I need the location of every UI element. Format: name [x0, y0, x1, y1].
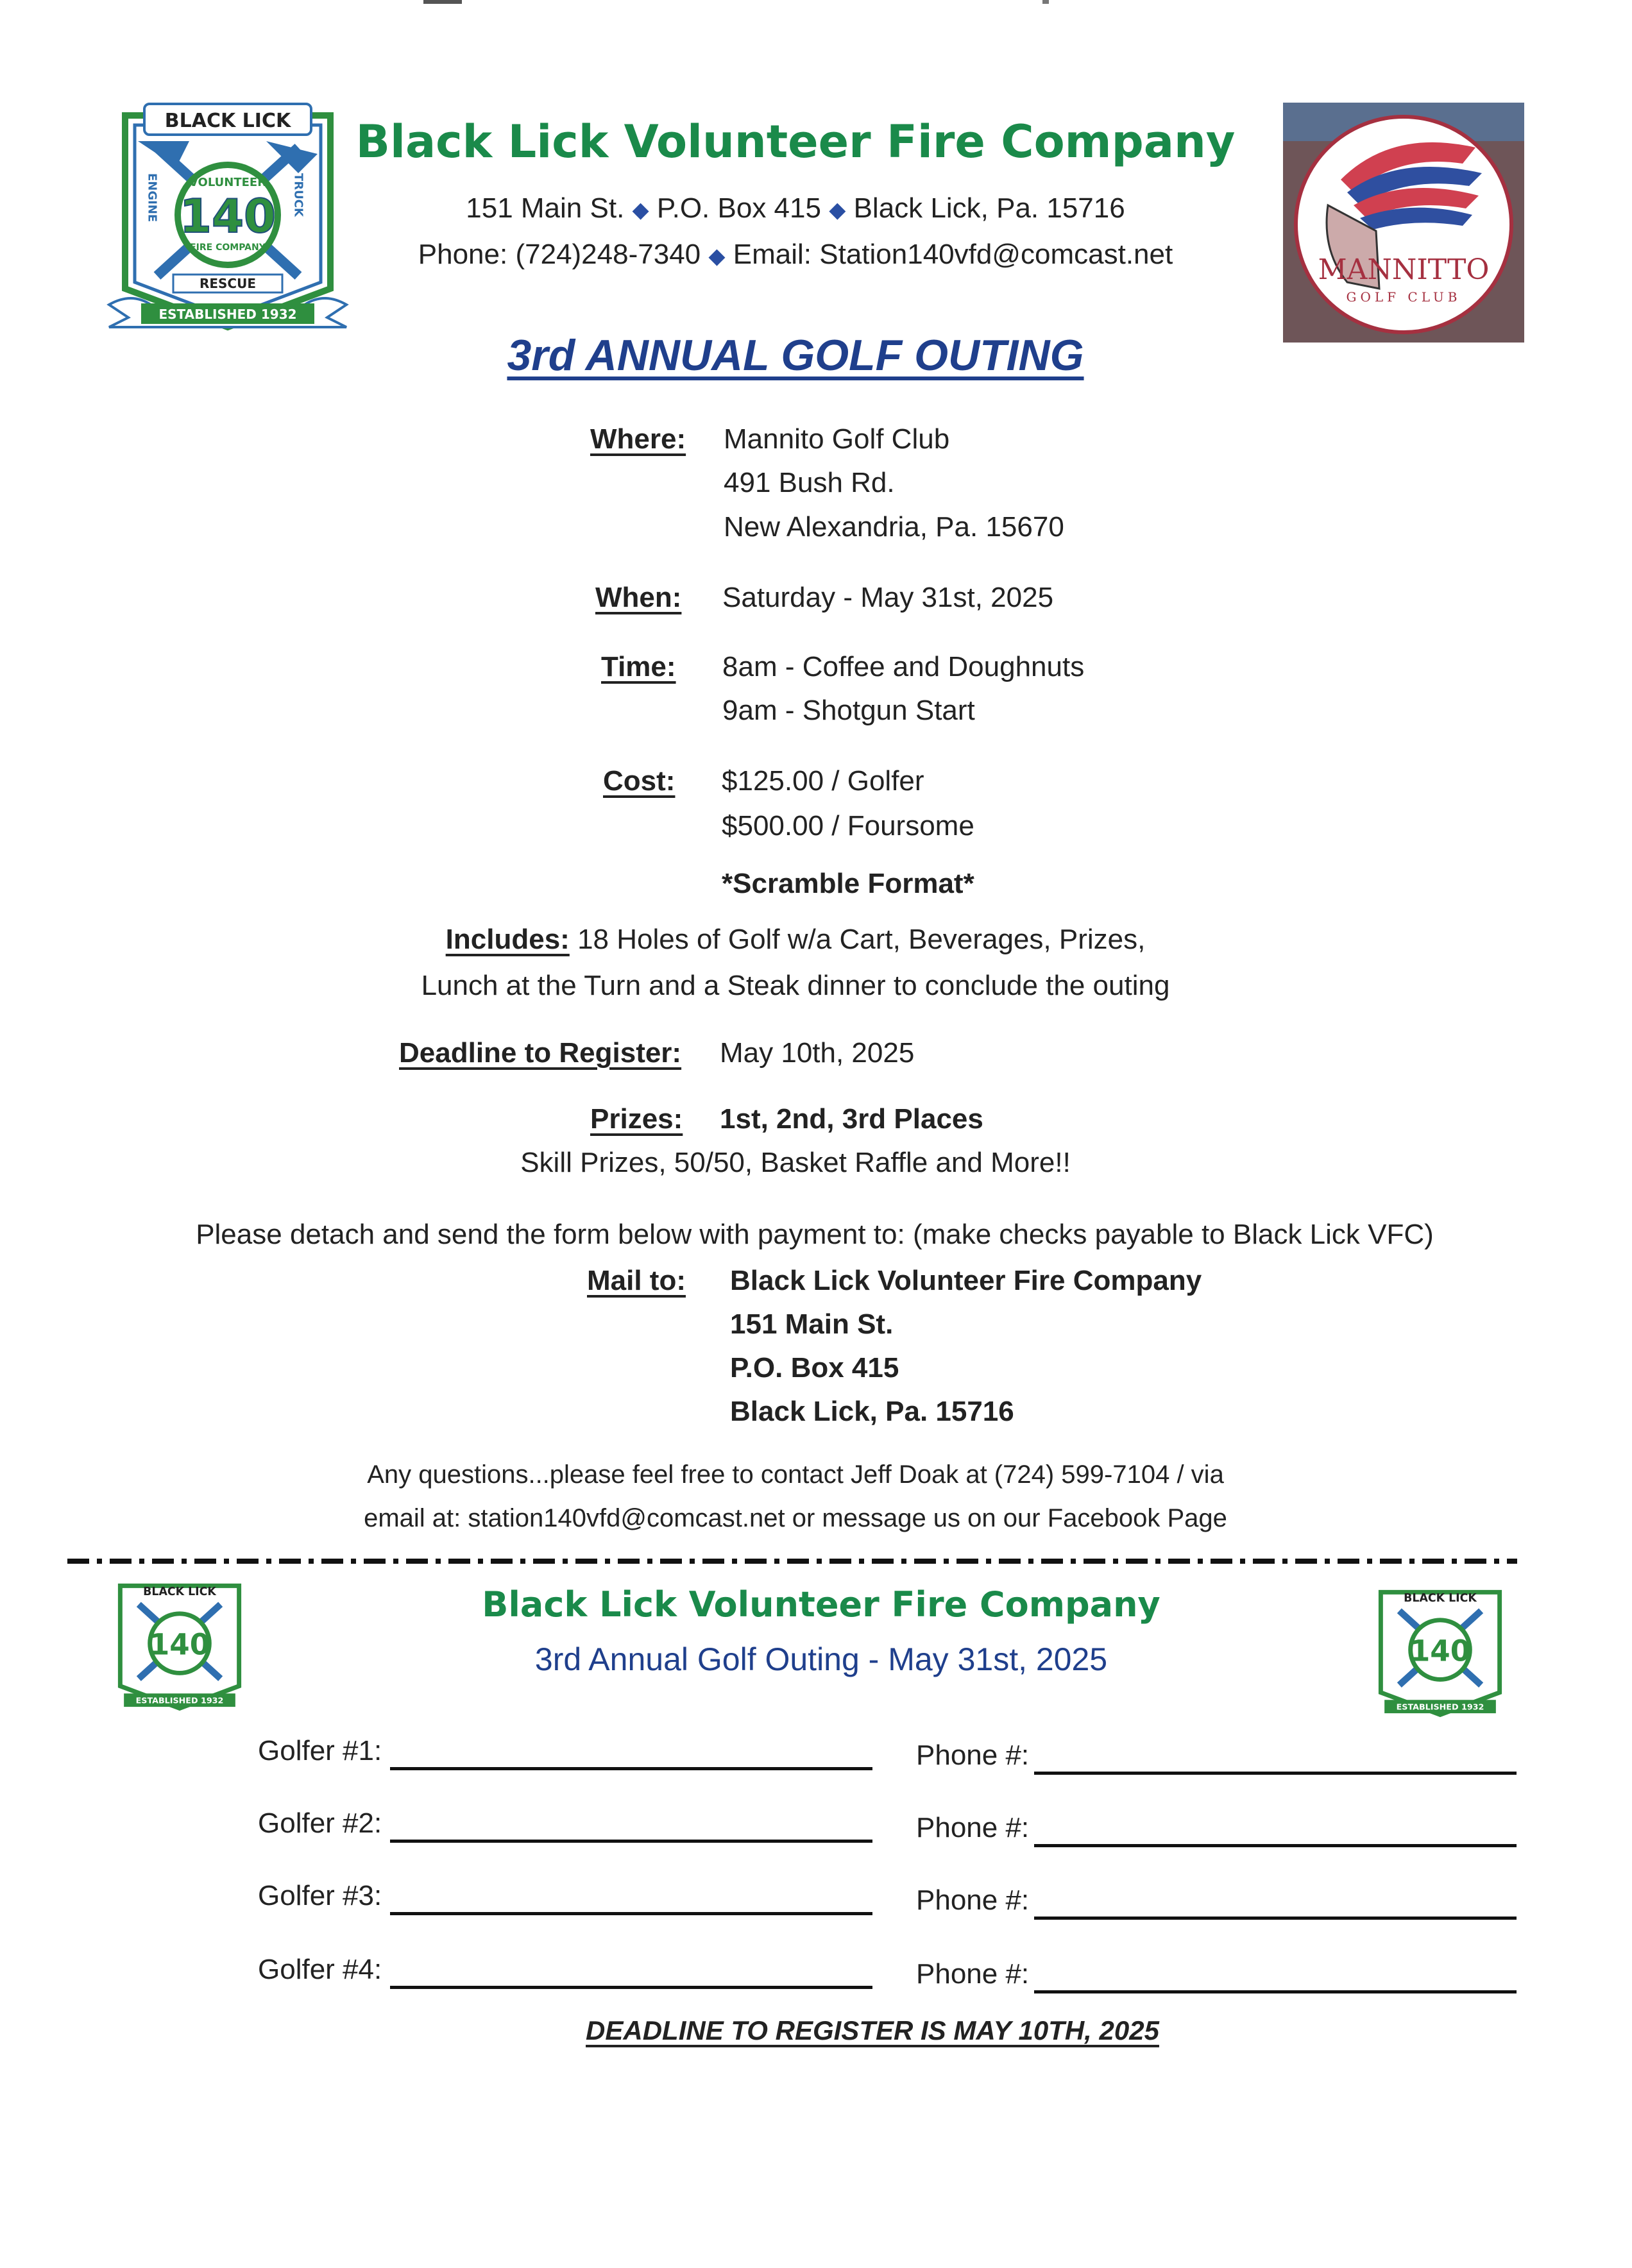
phone-label: Phone: — [418, 239, 508, 270]
logo-bottom-text: RESCUE — [199, 276, 257, 291]
prizes-label: Prizes: — [590, 1103, 683, 1135]
phone-number: (724)248-7340 — [515, 239, 701, 270]
mail-line: Black Lick Volunteer Fire Company — [730, 1265, 1202, 1296]
address-street: 151 Main St. — [466, 192, 625, 224]
form-logo-right — [1370, 1581, 1511, 1722]
event-title: 3rd ANNUAL GOLF OUTING — [507, 331, 1084, 380]
includes-text: 18 Holes of Golf w/a Cart, Beverages, Prizes, — [577, 924, 1146, 955]
form-org-title: Black Lick Volunteer Fire Company — [482, 1584, 1160, 1625]
logo-number: 140 — [179, 189, 276, 243]
deadline-value: May 10th, 2025 — [720, 1037, 915, 1069]
scan-mark — [423, 0, 462, 4]
form-deadline: DEADLINE TO REGISTER IS MAY 10TH, 2025 — [586, 2015, 1159, 2045]
contact-email: email at: station140vfd@comcast.net or message us on our Facebook Page — [364, 1504, 1227, 1532]
form-logo-top: BLACK LICK — [1404, 1591, 1477, 1605]
golf-logo-name: MANNITTO — [1318, 253, 1490, 286]
mail-line: P.O. Box 415 — [730, 1352, 899, 1384]
golfer-label: Golfer #2: — [258, 1807, 382, 1839]
form-logo-top: BLACK LICK — [143, 1585, 216, 1598]
when-label: When: — [595, 582, 682, 613]
detach-line — [67, 1559, 1517, 1564]
golf-logo-sub: GOLF CLUB — [1346, 289, 1461, 305]
golf-club-logo — [1283, 103, 1524, 343]
scramble-format: *Scramble Format* — [722, 868, 974, 899]
golfer-label: Golfer #4: — [258, 1954, 382, 1985]
golfer-input-line[interactable] — [390, 1986, 872, 1989]
time-line: 9am - Shotgun Start — [722, 695, 975, 726]
email-address: Station140vfd@comcast.net — [819, 239, 1173, 270]
contact-question: Any questions...please feel free to contact Jeff Doak at (724) 599-7104 / via — [367, 1460, 1224, 1489]
golfer-label: Golfer #1: — [258, 1735, 382, 1766]
address-box: P.O. Box 415 — [656, 192, 821, 224]
deadline-label: Deadline to Register: — [399, 1037, 682, 1069]
where-line: New Alexandria, Pa. 15670 — [724, 511, 1064, 543]
phone-input-line[interactable] — [1034, 1917, 1517, 1920]
golfer-input-line[interactable] — [390, 1840, 872, 1843]
diamond-icon: ◆ — [632, 198, 649, 223]
mail-line: Black Lick, Pa. 15716 — [730, 1396, 1014, 1427]
contact-line — [346, 239, 1245, 271]
prizes-more: Skill Prizes, 50/50, Basket Raffle and More!! — [520, 1147, 1071, 1178]
address-city: Black Lick, Pa. 15716 — [853, 192, 1125, 224]
golfer-label: Golfer #3: — [258, 1880, 382, 1911]
phone-input-line[interactable] — [1034, 1844, 1517, 1847]
diamond-icon: ◆ — [829, 198, 846, 223]
email-label: Email: — [733, 239, 812, 270]
fire-company-logo — [106, 96, 350, 340]
when-value: Saturday - May 31st, 2025 — [722, 582, 1054, 613]
phone-label: Phone #: — [916, 1812, 1030, 1843]
golfer-input-line[interactable] — [390, 1767, 872, 1770]
phone-label: Phone #: — [916, 1884, 1030, 1916]
mail-line: 151 Main St. — [730, 1308, 894, 1340]
phone-input-line[interactable] — [1034, 1772, 1517, 1775]
phone-label: Phone #: — [916, 1958, 1030, 1990]
form-subtitle: 3rd Annual Golf Outing - May 31st, 2025 — [534, 1641, 1108, 1677]
cost-label: Cost: — [603, 765, 676, 797]
form-logo-established: ESTABLISHED 1932 — [1396, 1702, 1484, 1713]
where-line: 491 Bush Rd. — [724, 467, 895, 498]
form-logo-number: 140 — [149, 1627, 210, 1662]
where-label: Where: — [590, 423, 686, 455]
includes-label: Includes: — [445, 924, 570, 955]
where-line: Mannito Golf Club — [724, 423, 950, 455]
cost-line: $500.00 / Foursome — [722, 810, 974, 842]
form-logo-established: ESTABLISHED 1932 — [135, 1696, 224, 1706]
logo-right-text: TRUCK — [291, 173, 305, 217]
logo-inner-text: FIRE COMPANY — [190, 242, 266, 253]
form-logo-number: 140 — [1409, 1634, 1471, 1668]
address-line — [346, 192, 1245, 224]
scan-mark — [1042, 0, 1049, 4]
phone-input-line[interactable] — [1034, 1990, 1517, 1993]
logo-left-text: ENGINE — [145, 173, 159, 223]
includes-line — [359, 924, 1232, 956]
form-logo-left — [109, 1575, 250, 1716]
mail-instruction: Please detach and send the form below with payment to: (make checks payable to Black Lick VFC) — [196, 1219, 1434, 1250]
diamond-icon: ◆ — [708, 244, 726, 269]
time-line: 8am - Coffee and Doughnuts — [722, 651, 1085, 682]
golfer-input-line[interactable] — [390, 1912, 872, 1915]
logo-established-text: ESTABLISHED 1932 — [158, 307, 297, 322]
mail-label: Mail to: — [587, 1265, 686, 1296]
cost-line: $125.00 / Golfer — [722, 765, 924, 797]
time-label: Time: — [601, 651, 676, 682]
includes-line2: Lunch at the Turn and a Steak dinner to conclude the outing — [421, 970, 1170, 1001]
phone-label: Phone #: — [916, 1739, 1030, 1771]
prizes-value: 1st, 2nd, 3rd Places — [720, 1103, 983, 1135]
org-title: Black Lick Volunteer Fire Company — [355, 115, 1236, 168]
logo-top-text: BLACK LICK — [164, 110, 291, 132]
logo-arc-text: VOLUNTEER — [189, 176, 267, 189]
